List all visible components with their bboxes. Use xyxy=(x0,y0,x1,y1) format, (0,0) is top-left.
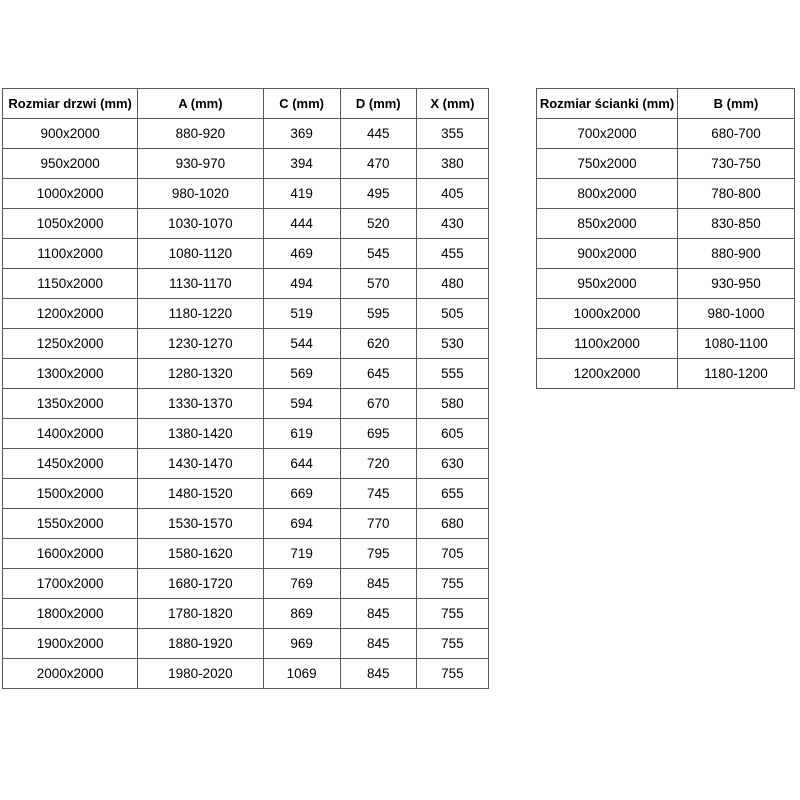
wall-table-cell: 700x2000 xyxy=(537,119,678,149)
door-table-cell: 1900x2000 xyxy=(3,629,138,659)
door-header-cell-0: Rozmiar drzwi (mm) xyxy=(3,89,138,119)
door-table-cell: 1800x2000 xyxy=(3,599,138,629)
door-table-row xyxy=(3,329,489,359)
door-table-cell: 445 xyxy=(340,119,416,149)
door-table-row xyxy=(3,119,489,149)
door-table-cell: 545 xyxy=(340,239,416,269)
door-table-cell: 1530-1570 xyxy=(138,509,263,539)
wall-table-row xyxy=(537,239,795,269)
door-table-cell: 680 xyxy=(416,509,488,539)
door-table-cell: 1350x2000 xyxy=(3,389,138,419)
door-table-cell: 1550x2000 xyxy=(3,509,138,539)
door-table-row xyxy=(3,539,489,569)
wall-table-cell: 1180-1200 xyxy=(678,359,795,389)
door-table-cell: 619 xyxy=(263,419,340,449)
door-table-cell: 845 xyxy=(340,659,416,689)
door-header-cell-4: X (mm) xyxy=(416,89,488,119)
door-table-cell: 795 xyxy=(340,539,416,569)
door-table-row xyxy=(3,629,489,659)
door-table-cell: 1700x2000 xyxy=(3,569,138,599)
door-table-cell: 980-1020 xyxy=(138,179,263,209)
door-table-cell: 950x2000 xyxy=(3,149,138,179)
door-table-cell: 1280-1320 xyxy=(138,359,263,389)
door-table-cell: 380 xyxy=(416,149,488,179)
door-table-cell: 694 xyxy=(263,509,340,539)
door-table-cell: 1330-1370 xyxy=(138,389,263,419)
door-table-cell: 869 xyxy=(263,599,340,629)
door-table-cell: 544 xyxy=(263,329,340,359)
wall-table-cell: 880-900 xyxy=(678,239,795,269)
door-table-cell: 705 xyxy=(416,539,488,569)
door-table-cell: 720 xyxy=(340,449,416,479)
wall-table-cell: 850x2000 xyxy=(537,209,678,239)
door-table-cell: 669 xyxy=(263,479,340,509)
door-table-cell: 1980-2020 xyxy=(138,659,263,689)
door-table-cell: 595 xyxy=(340,299,416,329)
door-table-cell: 1880-1920 xyxy=(138,629,263,659)
door-table-cell: 594 xyxy=(263,389,340,419)
door-table-cell: 1250x2000 xyxy=(3,329,138,359)
door-table-cell: 1130-1170 xyxy=(138,269,263,299)
door-table-row xyxy=(3,479,489,509)
wall-header-cell-0: Rozmiar ścianki (mm) xyxy=(537,89,678,119)
door-table-cell: 1400x2000 xyxy=(3,419,138,449)
wall-header-cell-1: B (mm) xyxy=(678,89,795,119)
door-table-cell: 1450x2000 xyxy=(3,449,138,479)
door-table-cell: 670 xyxy=(340,389,416,419)
door-table-cell: 755 xyxy=(416,599,488,629)
door-size-table xyxy=(2,88,489,689)
door-table-cell: 505 xyxy=(416,299,488,329)
door-table-cell: 355 xyxy=(416,119,488,149)
door-table-cell: 755 xyxy=(416,659,488,689)
door-table-cell: 1780-1820 xyxy=(138,599,263,629)
wall-table-row xyxy=(537,329,795,359)
door-table-cell: 845 xyxy=(340,629,416,659)
wall-table-cell: 680-700 xyxy=(678,119,795,149)
wall-table-cell: 800x2000 xyxy=(537,179,678,209)
door-table-cell: 580 xyxy=(416,389,488,419)
door-table-cell: 1180-1220 xyxy=(138,299,263,329)
door-table-cell: 930-970 xyxy=(138,149,263,179)
wall-table-cell: 830-850 xyxy=(678,209,795,239)
door-table-cell: 745 xyxy=(340,479,416,509)
door-table-cell: 1480-1520 xyxy=(138,479,263,509)
wall-table-cell: 1080-1100 xyxy=(678,329,795,359)
door-table-cell: 480 xyxy=(416,269,488,299)
wall-table-cell: 1200x2000 xyxy=(537,359,678,389)
door-header-cell-3: D (mm) xyxy=(340,89,416,119)
door-table-row xyxy=(3,599,489,629)
wall-table-cell: 1000x2000 xyxy=(537,299,678,329)
door-table-row xyxy=(3,659,489,689)
door-table-cell: 1000x2000 xyxy=(3,179,138,209)
door-table-row xyxy=(3,209,489,239)
door-table-cell: 1600x2000 xyxy=(3,539,138,569)
door-header-cell-1: A (mm) xyxy=(138,89,263,119)
wall-table-cell: 780-800 xyxy=(678,179,795,209)
door-table-cell: 900x2000 xyxy=(3,119,138,149)
door-table-cell: 569 xyxy=(263,359,340,389)
door-table-cell: 530 xyxy=(416,329,488,359)
door-table-cell: 769 xyxy=(263,569,340,599)
door-header-cell-2: C (mm) xyxy=(263,89,340,119)
door-table-row xyxy=(3,149,489,179)
door-table-cell: 455 xyxy=(416,239,488,269)
door-table-cell: 1500x2000 xyxy=(3,479,138,509)
door-table-cell: 2000x2000 xyxy=(3,659,138,689)
door-table-cell: 880-920 xyxy=(138,119,263,149)
door-table-cell: 645 xyxy=(340,359,416,389)
door-table-cell: 520 xyxy=(340,209,416,239)
door-header-row xyxy=(3,89,489,119)
door-table-row xyxy=(3,239,489,269)
door-table-cell: 494 xyxy=(263,269,340,299)
door-table-cell: 770 xyxy=(340,509,416,539)
door-table-cell: 369 xyxy=(263,119,340,149)
wall-table-cell: 730-750 xyxy=(678,149,795,179)
door-table-row xyxy=(3,449,489,479)
door-table-row xyxy=(3,569,489,599)
door-table-cell: 719 xyxy=(263,539,340,569)
door-table-cell: 695 xyxy=(340,419,416,449)
door-table-cell: 1580-1620 xyxy=(138,539,263,569)
door-table-cell: 1030-1070 xyxy=(138,209,263,239)
wall-table-cell: 750x2000 xyxy=(537,149,678,179)
door-table-cell: 1430-1470 xyxy=(138,449,263,479)
wall-table-cell: 1100x2000 xyxy=(537,329,678,359)
wall-table-row xyxy=(537,209,795,239)
door-table-cell: 1100x2000 xyxy=(3,239,138,269)
door-table-row xyxy=(3,389,489,419)
wall-table-cell: 980-1000 xyxy=(678,299,795,329)
wall-table-row xyxy=(537,359,795,389)
door-table-cell: 1069 xyxy=(263,659,340,689)
wall-table-row xyxy=(537,119,795,149)
door-table-cell: 630 xyxy=(416,449,488,479)
wall-table-cell: 900x2000 xyxy=(537,239,678,269)
wall-size-table xyxy=(536,88,795,389)
door-table-cell: 755 xyxy=(416,629,488,659)
door-table-cell: 620 xyxy=(340,329,416,359)
door-table-cell: 430 xyxy=(416,209,488,239)
door-table-row xyxy=(3,359,489,389)
door-table-cell: 470 xyxy=(340,149,416,179)
door-table-row xyxy=(3,179,489,209)
door-table-row xyxy=(3,269,489,299)
door-table-row xyxy=(3,299,489,329)
door-table-cell: 495 xyxy=(340,179,416,209)
door-table-cell: 1050x2000 xyxy=(3,209,138,239)
door-table-cell: 845 xyxy=(340,599,416,629)
door-table-cell: 394 xyxy=(263,149,340,179)
door-table-row xyxy=(3,509,489,539)
door-table-cell: 1300x2000 xyxy=(3,359,138,389)
door-table-cell: 519 xyxy=(263,299,340,329)
door-table-cell: 444 xyxy=(263,209,340,239)
door-table-cell: 469 xyxy=(263,239,340,269)
door-table-cell: 644 xyxy=(263,449,340,479)
door-table-cell: 1150x2000 xyxy=(3,269,138,299)
wall-table-row xyxy=(537,299,795,329)
door-table-cell: 969 xyxy=(263,629,340,659)
door-table-cell: 1380-1420 xyxy=(138,419,263,449)
door-table-cell: 655 xyxy=(416,479,488,509)
wall-table-cell: 950x2000 xyxy=(537,269,678,299)
door-table-cell: 555 xyxy=(416,359,488,389)
wall-table-row xyxy=(537,269,795,299)
wall-table-row xyxy=(537,149,795,179)
door-table-cell: 1200x2000 xyxy=(3,299,138,329)
door-table-cell: 605 xyxy=(416,419,488,449)
door-table-cell: 755 xyxy=(416,569,488,599)
door-table-cell: 419 xyxy=(263,179,340,209)
wall-table-cell: 930-950 xyxy=(678,269,795,299)
door-table-cell: 405 xyxy=(416,179,488,209)
door-table-row xyxy=(3,419,489,449)
door-table-cell: 570 xyxy=(340,269,416,299)
wall-table-row xyxy=(537,179,795,209)
wall-header-row xyxy=(537,89,795,119)
door-table-cell: 1080-1120 xyxy=(138,239,263,269)
door-table-cell: 1230-1270 xyxy=(138,329,263,359)
door-table-cell: 845 xyxy=(340,569,416,599)
door-table-cell: 1680-1720 xyxy=(138,569,263,599)
